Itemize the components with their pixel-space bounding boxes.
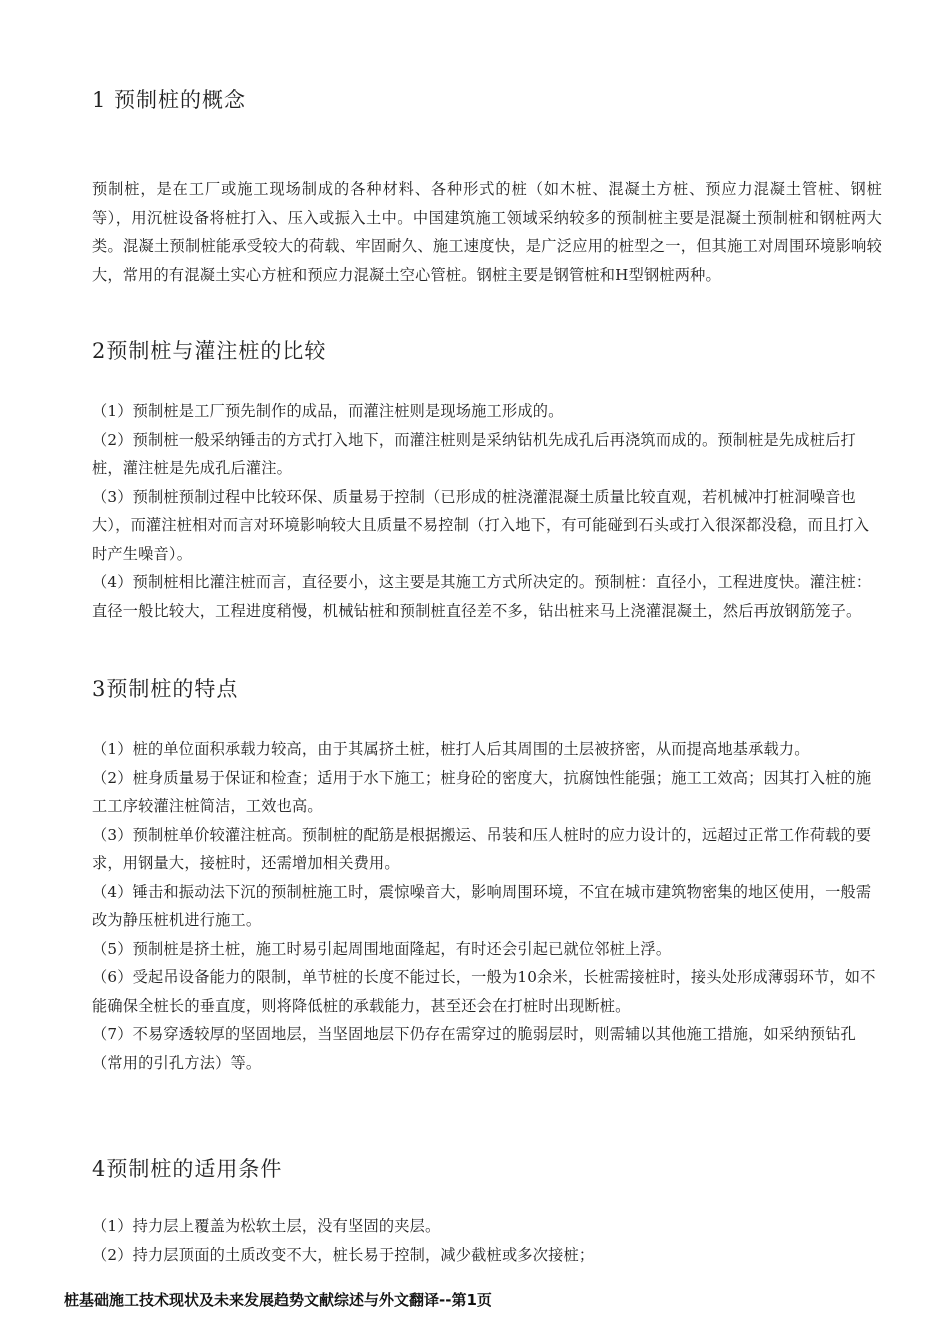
section-1-heading: 1 预制桩的概念 <box>92 88 247 112</box>
section-2-heading: 2预制桩与灌注桩的比较 <box>92 339 327 363</box>
section-3-item-5: （5）预制桩是挤土桩，施工时易引起周围地面隆起，有时还会引起已就位邻桩上浮。 <box>92 939 672 958</box>
section-4-item-1: （1）持力层上覆盖为松软土层，没有坚固的夹层。 <box>92 1217 441 1235</box>
page-footer: 桩基础施工技术现状及未来发展趋势文献综述与外文翻译--第1页 <box>64 1291 492 1309</box>
section-4-heading: 4预制桩的适用条件 <box>92 1157 283 1181</box>
section-2-list <box>92 397 882 625</box>
section-2-item-3: （3）预制桩预制过程中比较环保、质量易于控制（已形成的桩浇灌混凝土质量比较直观，若机械冲打桩洞噪音也大），而灌注桩相对而言对环境影响较大且质量不易控制（打入地下，有可能碰到石头或打入很深都没稳，而且打入时产生噪音）。 <box>92 487 870 563</box>
section-2-item-1: （1）预制桩是工厂预先制作的成品，而灌注桩则是现场施工形成的。 <box>92 402 564 420</box>
section-3-heading: 3预制桩的特点 <box>92 677 239 701</box>
section-3-list <box>92 735 882 1077</box>
section-3-item-3: （3）预制桩单价较灌注桩高。预制桩的配筋是根据搬运、吊装和压人桩时的应力设计的，远超过正常工作荷载的要求，用钢量大，接桩时，还需增加相关费用。 <box>92 825 872 872</box>
section-3-item-4: （4）锤击和振动法下沉的预制桩施工时，震惊噪音大，影响周围环境，不宜在城市建筑物密集的地区使用，一般需改为静压桩机进行施工。 <box>92 882 872 929</box>
section-1-paragraph: 预制桩，是在工厂或施工现场制成的各种材料、各种形式的桩（如木桩、混凝土方桩、预应力混凝土管桩、钢桩等），用沉桩设备将桩打入、压入或振入土中。中国建筑施工领域采纳较多的预制桩主要是混凝土预制桩和钢桩两大类。混凝土预制桩能承受较大的荷载、牢固耐久、施工速度快，是广泛应用的桩型之一，但其施工对周围环境影响较大，常用的有混凝土实心方桩和预应力混凝土空心管桩。钢桩主要是钢管桩和H型钢桩两种。 <box>92 180 882 284</box>
section-4-list <box>92 1212 882 1269</box>
section-3-item-1: （1）桩的单位面积承载力较高，由于其属挤土桩，桩打人后其周围的土层被挤密，从而提高地基承载力。 <box>92 740 810 758</box>
section-3-item-7: （7）不易穿透较厚的坚固地层，当坚固地层下仍存在需穿过的脆弱层时，则需辅以其他施工措施，如采纳预钻孔（常用的引孔方法）等。 <box>92 1025 856 1072</box>
section-3-item-2: （2）桩身质量易于保证和检查；适用于水下施工；桩身砼的密度大，抗腐蚀性能强；施工工效高；因其打入桩的施工工序较灌注桩简洁，工效也高。 <box>92 768 872 815</box>
section-4-item-2: （2）持力层顶面的土质改变不大，桩长易于控制，减少截桩或多次接桩； <box>92 1245 595 1264</box>
section-3-item-6: （6）受起吊设备能力的限制，单节桩的长度不能过长，一般为10余米，长桩需接桩时，接头处形成薄弱环节，如不能确保全桩长的垂直度，则将降低桩的承载能力，甚至还会在打桩时出现断桩。 <box>92 968 876 1015</box>
section-2-item-2: （2）预制桩一般采纳锤击的方式打入地下，而灌注桩则是采纳钻机先成孔后再浇筑而成的。预制桩是先成桩后打桩，灌注桩是先成孔后灌注。 <box>92 430 856 477</box>
section-2-item-4: （4）预制桩相比灌注桩而言，直径要小，这主要是其施工方式所决定的。预制桩：直径小，工程进度快。灌注桩：直径一般比较大，工程进度稍慢，机械钻桩和预制桩直径差不多，钻出桩来马上浇灌混凝土，然后再放钢筋笼子。 <box>92 573 872 620</box>
